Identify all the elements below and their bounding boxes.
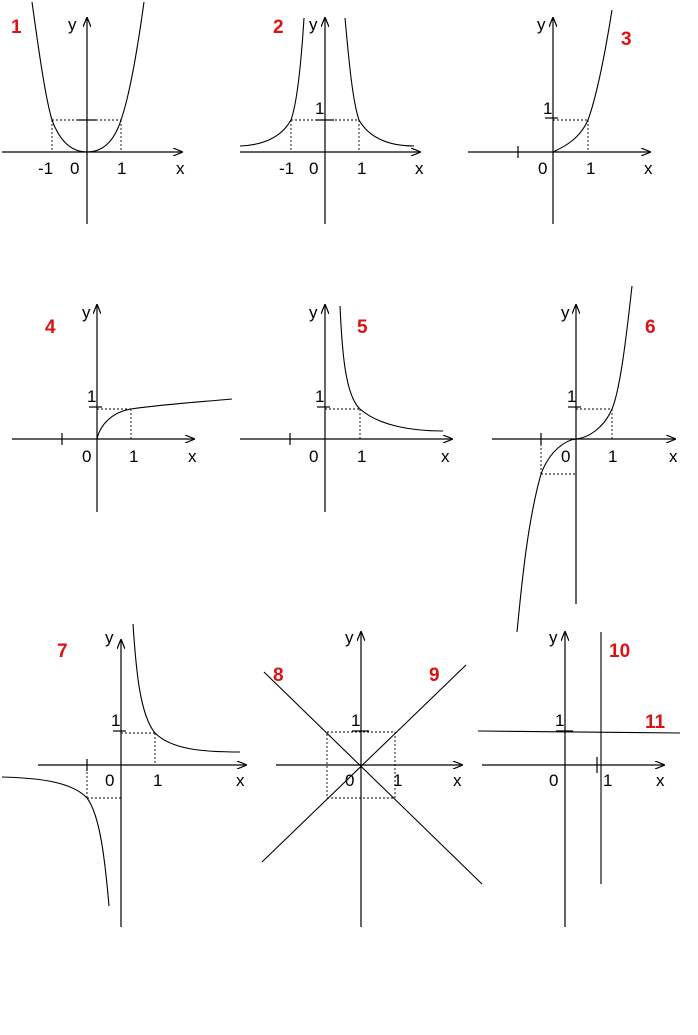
tick-label-x-1: 1: [608, 447, 618, 466]
tick-label-x-1: 1: [357, 447, 367, 466]
x-axis-label: x: [415, 159, 424, 178]
tick-label-x-1: 1: [357, 159, 367, 178]
y-axis-label: y: [549, 628, 558, 647]
y-axis-label: y: [309, 15, 318, 34]
origin-label: 0: [538, 159, 548, 178]
tick-label-x-1: 1: [393, 771, 403, 790]
curve-graph-2-left: [240, 18, 304, 146]
graph-number-6: 6: [645, 317, 656, 338]
line-graph-8: [264, 672, 482, 884]
x-axis-label: x: [453, 771, 462, 790]
graph-number-8: 8: [273, 665, 284, 686]
tick-label-minus-one: -1: [279, 159, 295, 178]
graph-number-2: 2: [273, 17, 284, 38]
x-axis-label: x: [236, 771, 245, 790]
tick-label-y-1: 1: [315, 99, 325, 118]
tick-label-y-1: 1: [87, 387, 97, 406]
graph-7: [2, 624, 246, 927]
curve-graph-7-left: [2, 777, 109, 906]
y-axis-label: y: [105, 628, 114, 647]
graph-number-7: 7: [57, 641, 68, 662]
graph-number-10: 10: [609, 641, 631, 662]
curve-graph-4: [97, 399, 232, 439]
origin-label: 0: [309, 447, 319, 466]
origin-label: 0: [549, 771, 559, 790]
tick-label-x-1: 1: [153, 771, 163, 790]
graph-number-5: 5: [357, 317, 368, 338]
x-axis-label: x: [176, 159, 185, 178]
tick-label-y-1: 1: [567, 387, 577, 406]
x-axis-label: x: [441, 447, 450, 466]
tick-label-y-1: 1: [351, 711, 361, 730]
curve-graph-3: [553, 10, 612, 152]
origin-label: 0: [82, 447, 92, 466]
x-axis-label: x: [188, 447, 197, 466]
y-axis-label: y: [309, 303, 318, 322]
guide-lines: [97, 409, 131, 439]
graph-number-9: 9: [429, 665, 440, 686]
guide-lines: [553, 120, 588, 152]
origin-label: 0: [70, 159, 80, 178]
y-axis-label: y: [68, 15, 77, 34]
y-axis-label: y: [82, 303, 91, 322]
y-axis-label: y: [537, 15, 546, 34]
graph-number-4: 4: [45, 317, 56, 338]
graph-3: [468, 10, 653, 224]
tick-label-x-1: 1: [586, 159, 596, 178]
curve-graph-5: [340, 306, 443, 431]
graph-1: [2, 2, 185, 224]
tick-label-y-1: 1: [543, 99, 553, 118]
tick-label-minus-one: -1: [38, 159, 54, 178]
y-axis-label: y: [345, 628, 354, 647]
graph-10-11: [478, 628, 680, 927]
x-axis-label: x: [656, 771, 665, 790]
graph-8-9: [262, 628, 482, 927]
origin-label: 0: [561, 447, 571, 466]
x-axis-label: x: [644, 159, 653, 178]
graph-number-3: 3: [621, 29, 632, 50]
curve-graph-1: [32, 2, 144, 152]
graph-4: [12, 303, 232, 512]
tick-label-y-1: 1: [111, 711, 121, 730]
origin-label: 0: [309, 159, 319, 178]
graph-number-1: 1: [11, 17, 22, 38]
curve-graph-2-right: [345, 18, 414, 146]
y-axis-label: y: [561, 303, 570, 322]
tick-label-x-1: 1: [129, 447, 139, 466]
origin-label: 0: [345, 771, 355, 790]
graph-number-11: 11: [645, 712, 666, 733]
guide-lines: [325, 409, 360, 439]
graph-2: [240, 15, 424, 224]
tick-label-y-1: 1: [555, 711, 565, 730]
tick-label-y-1: 1: [315, 387, 325, 406]
line-graph-9: [262, 665, 466, 862]
tick-label-x-1: 1: [117, 159, 127, 178]
tick-label-x-1: 1: [603, 771, 613, 790]
graph-6: [492, 286, 678, 632]
graph-5: [240, 303, 452, 512]
x-axis-label: x: [669, 447, 678, 466]
origin-label: 0: [105, 771, 115, 790]
